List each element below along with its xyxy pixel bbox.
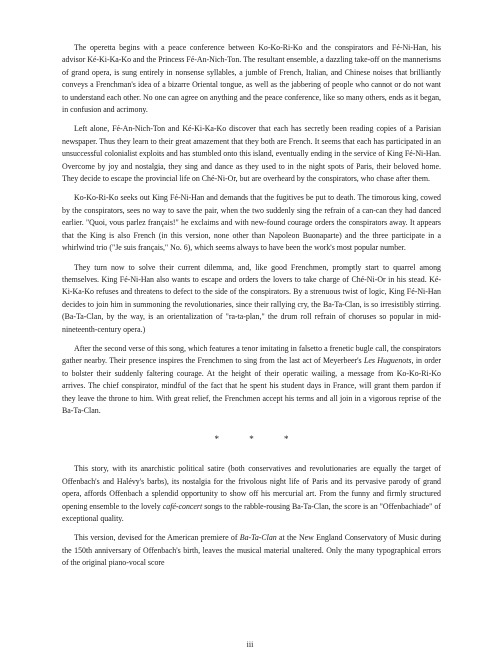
paragraph-left-alone: Left alone, Fé-An-Nich-Ton and Ké-Ki-Ka-Ko discover that each has secretly been reading copies of a Parisian newspaper. Thus they learn to their great amazement that they both are French. It seems that each has participated in an unsuccessful colonialist exploits and has stumbled onto this island, eventually ending in the service of King Fé-Ni-Han. Overcome by joy and nostalgia, they sing and dance as they used to in the night spots of Paris, their beloved home. They decide to escape the provincial life on Ché-Ni-Or, but are overheard by the conspirators, who chase after them.	[62, 124, 441, 184]
paragraph-story-summary: This story, with its anarchistic political satire (both conservatives and revolutionaries are equally the target of Offenbach's and Halévy's barbs), its nostalgia for the frivolous night life of Paris and its pervasive parody of grand opera, affords Offenbach a splendid opportunity to show off his mercurial art. From the funny and firmly structured opening ensemble to the lovely café-concert songs to the rabble-rousing Ba-Ta-Clan, the score is an "Offenbachiade" of exceptional quality.	[62, 464, 441, 523]
paragraph-dilemma: They turn now to solve their current dilemma, and, like good Frenchmen, promptly start to quarrel among themselves. King Fé-Ni-Han also wants to escape and orders the lovers to take charge of Ché-Ni-Or in his stead. Ké-Ki-Ka-Ko refuses and threatens to defect to the side of the conspirators. By a strenuous twist of logic, King Fé-Ni-Han decides to join him in summoning the revolutionaries, since their rallying cry, the Ba-Ta-Clan, is so irresistibly stirring. (Ba-Ta-Clan, by the way, is an orientalization of "ra-ta-plan," the drum roll refrain of choruses so popular in mid-nineteenth-century opera.)	[62, 262, 441, 334]
paragraph-king-fe-ni-han: Ko-Ko-Ri-Ko seeks out King Fé-Ni-Han and demands that the fugitives be put to death. The timorous king, cowed by the conspirators, sees no way to save the pair, when the two suddenly sing the refrain of a can-can they had danced earlier. "Quoi, vous parlez français!" he exclaims and with new-found courage orders the conspirators away. It appears that the King is also French (in this version, none other than Napoleon Buonaparte) and the three participate in a whirlwind trio ("Je suis français," No. 6), which seems always to have been the work's most popular number.	[62, 193, 441, 253]
paragraph-second-verse: After the second verse of this song, which features a tenor imitating in falsetto a frenetic bugle call, the conspirators gather nearby. Their presence inspires the Frenchmen to sing from the last act of Meyerbeer's Les Huguenots, in order to bolster their suddenly faltering courage. At the height of their operatic wailing, a message from Ko-Ko-Ri-Ko arrives. The chief conspirator, mindful of the fact that he spent his student days in France, will grant them pardon if they leave the throne to him. With great relief, the Frenchmen accept his terms and all join in a vigorous reprise of the Ba-Ta-Clan.	[62, 343, 441, 415]
section-separator: * * *	[214, 434, 303, 445]
document-body	[62, 42, 441, 577]
paragraph-this-version: This version, devised for the American premiere of Ba-Ta-Clan at the New England Conservatory of Music during the 150th anniversary of Offenbach's birth, leaves the musical material unaltered. Only the many typographical errors of the original piano-vocal score	[62, 533, 441, 568]
paragraph-conference: The operetta begins with a peace conference between Ko-Ko-Ri-Ko and the conspirators and Fé-Ni-Han, his advisor Ké-Ki-Ka-Ko and the Princess Fé-An-Nich-Ton. The resultant ensemble, a dazzling take-off on the mannerisms of grand opera, is sung entirely in nonsense syllables, a jumble of French, Italian, and Chinese noises that brilliantly conveys a Frenchman's idea of a bizarre Oriental tongue, as well as the jabbering of people who cannot or do not want to understand each other. No one can agree on anything and the peace conference, like so many others, ends as it began, in confusion and acrimony.	[62, 43, 441, 115]
page-number: iii	[246, 640, 254, 649]
